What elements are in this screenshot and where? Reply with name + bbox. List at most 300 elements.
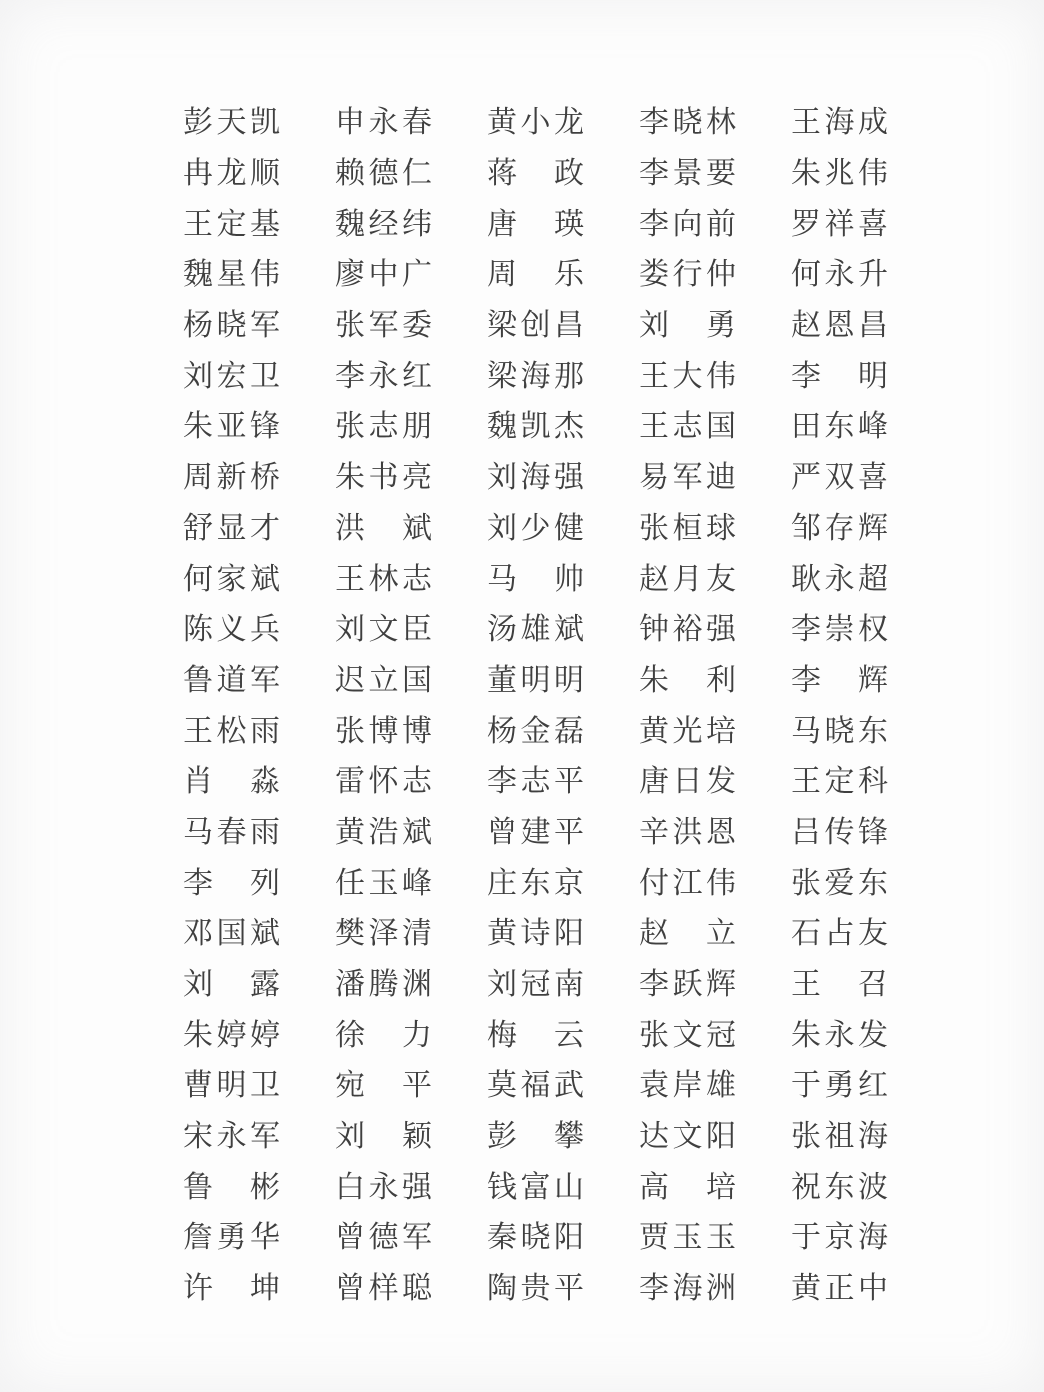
name-character: 张	[335, 308, 365, 344]
name-character: 江	[672, 865, 703, 901]
name-character: 存	[824, 510, 855, 546]
name-character: 曾	[335, 1220, 365, 1256]
name-cell	[791, 764, 888, 800]
name-cell	[335, 308, 432, 344]
name-cell	[183, 814, 280, 850]
names-grid	[183, 98, 888, 1315]
name-cell	[487, 156, 584, 192]
name-character: 马	[487, 561, 517, 597]
name-character: 超	[858, 561, 888, 597]
name-character: 创	[520, 308, 551, 344]
name-cell	[487, 358, 584, 394]
name-character: 肖	[183, 764, 213, 800]
name-character: 样	[368, 1271, 399, 1307]
name-character: 蒋	[487, 156, 517, 192]
name-character: 红	[402, 358, 432, 394]
name-character: 露	[250, 967, 280, 1003]
name-character: 许	[183, 1271, 213, 1307]
name-character: 庄	[487, 865, 517, 901]
name-character: 赵	[791, 308, 821, 344]
name-character: 朱	[335, 460, 365, 496]
name-character: 张	[791, 1119, 821, 1155]
name-character: 占	[824, 916, 855, 952]
name-character: 冠	[520, 967, 551, 1003]
name-character: 宋	[183, 1119, 213, 1155]
name-cell	[639, 1169, 736, 1205]
name-character: 李	[639, 156, 669, 192]
name-cell	[183, 1169, 280, 1205]
name-character: 晓	[216, 308, 247, 344]
name-character: 周	[183, 460, 213, 496]
name-character: 廖	[335, 257, 365, 293]
name-cell	[487, 510, 584, 546]
name-cell	[335, 1169, 432, 1205]
name-character: 鲁	[183, 662, 213, 698]
name-character: 军	[250, 1119, 280, 1155]
name-cell	[335, 612, 432, 648]
name-cell	[335, 814, 432, 850]
name-character: 严	[791, 460, 821, 496]
name-cell	[183, 561, 280, 597]
name-character: 爱	[824, 865, 855, 901]
name-character: 张	[335, 409, 365, 445]
name-character: 宏	[216, 358, 247, 394]
name-cell	[183, 308, 280, 344]
name-character: 杨	[183, 308, 213, 344]
name-cell	[487, 612, 584, 648]
name-character: 李	[639, 1271, 669, 1307]
name-character: 李	[791, 612, 821, 648]
name-character: 祖	[824, 1119, 855, 1155]
name-character: 吕	[791, 814, 821, 850]
name-character: 向	[672, 206, 703, 242]
name-character: 基	[250, 206, 280, 242]
name-character: 汤	[487, 612, 517, 648]
name-character: 林	[706, 105, 736, 141]
name-character: 松	[216, 713, 247, 749]
name-cell	[791, 612, 888, 648]
name-cell	[791, 1271, 888, 1307]
name-cell	[639, 662, 736, 698]
name-cell	[183, 1068, 280, 1104]
name-cell	[639, 156, 736, 192]
name-character: 马	[791, 713, 821, 749]
name-character: 冠	[706, 1017, 736, 1053]
name-character: 那	[554, 358, 584, 394]
name-character: 伟	[858, 156, 888, 192]
name-character: 洪	[335, 510, 365, 546]
name-character: 舒	[183, 510, 213, 546]
name-cell	[487, 865, 584, 901]
name-character: 邓	[183, 916, 213, 952]
name-character: 黄	[791, 1271, 821, 1307]
name-cell	[639, 1017, 736, 1053]
name-cell	[791, 814, 888, 850]
name-character: 健	[554, 510, 584, 546]
name-character: 明	[554, 662, 584, 698]
name-cell	[335, 257, 432, 293]
name-character: 斌	[250, 916, 280, 952]
name-character: 朱	[791, 156, 821, 192]
name-character: 王	[183, 206, 213, 242]
name-cell	[335, 561, 432, 597]
name-cell	[487, 105, 584, 141]
name-character: 黄	[335, 814, 365, 850]
name-character: 李	[639, 206, 669, 242]
name-character: 达	[639, 1119, 669, 1155]
name-character: 彭	[487, 1119, 517, 1155]
name-character: 彬	[250, 1169, 280, 1205]
name-character: 雄	[520, 612, 551, 648]
name-character: 德	[368, 1220, 399, 1256]
name-character: 坤	[250, 1271, 280, 1307]
name-character: 伟	[706, 358, 736, 394]
name-character: 白	[335, 1169, 365, 1205]
name-character: 袁	[639, 1068, 669, 1104]
name-character: 成	[858, 105, 888, 141]
name-character: 耿	[791, 561, 821, 597]
name-character: 魏	[183, 257, 213, 293]
name-character: 斌	[554, 612, 584, 648]
name-cell	[639, 1068, 736, 1104]
name-character: 发	[858, 1017, 888, 1053]
name-character: 裕	[672, 612, 703, 648]
name-character: 才	[250, 510, 280, 546]
name-character: 聪	[402, 1271, 432, 1307]
name-cell	[183, 1220, 280, 1256]
name-character: 董	[487, 662, 517, 698]
name-character: 建	[520, 814, 551, 850]
name-cell	[335, 1017, 432, 1053]
name-character: 渊	[402, 967, 432, 1003]
name-character: 玉	[706, 1220, 736, 1256]
name-character: 宛	[335, 1068, 365, 1104]
name-cell	[335, 1271, 432, 1307]
name-character: 立	[368, 662, 399, 698]
name-character: 李	[335, 358, 365, 394]
name-character: 小	[520, 105, 551, 141]
name-cell	[487, 1017, 584, 1053]
name-cell	[335, 156, 432, 192]
name-character: 黄	[639, 713, 669, 749]
name-character: 委	[402, 308, 432, 344]
name-character: 明	[858, 358, 888, 394]
name-character: 光	[672, 713, 703, 749]
name-cell	[791, 561, 888, 597]
name-character: 石	[791, 916, 821, 952]
name-character: 定	[824, 764, 855, 800]
name-character: 列	[250, 865, 280, 901]
name-character: 永	[824, 257, 855, 293]
name-character: 伟	[250, 257, 280, 293]
name-character: 瑛	[554, 206, 584, 242]
name-cell	[335, 460, 432, 496]
name-character: 刘	[335, 612, 365, 648]
name-character: 志	[402, 561, 432, 597]
name-cell	[335, 409, 432, 445]
name-character: 凯	[520, 409, 551, 445]
name-character: 博	[402, 713, 432, 749]
name-character: 曾	[487, 814, 517, 850]
name-cell	[791, 156, 888, 192]
name-character: 强	[706, 612, 736, 648]
name-character: 永	[824, 561, 855, 597]
name-cell	[183, 510, 280, 546]
name-cell	[183, 358, 280, 394]
name-character: 平	[402, 1068, 432, 1104]
name-character: 峰	[402, 865, 432, 901]
name-cell	[487, 308, 584, 344]
name-character: 桥	[250, 460, 280, 496]
name-character: 文	[368, 612, 399, 648]
name-character: 军	[368, 308, 399, 344]
name-cell	[487, 257, 584, 293]
name-character: 卫	[250, 358, 280, 394]
name-character: 波	[858, 1169, 888, 1205]
name-cell	[639, 865, 736, 901]
name-character: 东	[520, 865, 551, 901]
name-character: 玉	[368, 865, 399, 901]
name-character: 京	[554, 865, 584, 901]
name-cell	[487, 916, 584, 952]
name-cell	[791, 1169, 888, 1205]
name-character: 申	[335, 105, 365, 141]
name-character: 王	[791, 105, 821, 141]
name-character: 德	[368, 156, 399, 192]
name-character: 云	[554, 1017, 584, 1053]
name-character: 东	[858, 713, 888, 749]
name-character: 红	[858, 1068, 888, 1104]
name-character: 兵	[250, 612, 280, 648]
name-cell	[487, 764, 584, 800]
name-character: 祥	[824, 206, 855, 242]
name-character: 景	[672, 156, 703, 192]
name-character: 亮	[402, 460, 432, 496]
name-character: 培	[706, 713, 736, 749]
name-character: 晓	[824, 713, 855, 749]
name-character: 永	[368, 105, 399, 141]
name-cell	[335, 1119, 432, 1155]
name-character: 军	[672, 460, 703, 496]
name-character: 朱	[183, 1017, 213, 1053]
name-character: 朋	[402, 409, 432, 445]
name-cell	[791, 308, 888, 344]
name-cell	[487, 713, 584, 749]
name-cell	[183, 865, 280, 901]
name-character: 前	[706, 206, 736, 242]
name-character: 亚	[216, 409, 247, 445]
name-character: 赵	[639, 916, 669, 952]
name-cell	[335, 865, 432, 901]
name-character: 易	[639, 460, 669, 496]
name-cell	[487, 460, 584, 496]
name-character: 秦	[487, 1220, 517, 1256]
name-character: 刘	[183, 967, 213, 1003]
name-character: 传	[824, 814, 855, 850]
name-character: 利	[706, 662, 736, 698]
name-character: 王	[639, 409, 669, 445]
name-cell	[791, 1119, 888, 1155]
name-character: 少	[520, 510, 551, 546]
name-character: 新	[216, 460, 247, 496]
name-character: 徐	[335, 1017, 365, 1053]
name-character: 春	[216, 814, 247, 850]
name-character: 强	[554, 460, 584, 496]
name-cell	[183, 662, 280, 698]
name-character: 东	[858, 865, 888, 901]
name-character: 曾	[335, 1271, 365, 1307]
name-character: 晓	[520, 1220, 551, 1256]
name-character: 兆	[824, 156, 855, 192]
name-character: 正	[824, 1271, 855, 1307]
name-character: 斌	[402, 510, 432, 546]
name-character: 娄	[639, 257, 669, 293]
name-character: 梁	[487, 308, 517, 344]
name-character: 朱	[183, 409, 213, 445]
name-character: 发	[706, 764, 736, 800]
name-cell	[183, 1017, 280, 1053]
name-character: 张	[639, 1017, 669, 1053]
name-character: 李	[639, 105, 669, 141]
name-cell	[183, 206, 280, 242]
name-character: 金	[520, 713, 551, 749]
name-character: 雷	[335, 764, 365, 800]
name-character: 武	[554, 1068, 584, 1104]
name-cell	[639, 358, 736, 394]
name-cell	[183, 612, 280, 648]
name-character: 国	[706, 409, 736, 445]
name-character: 锋	[250, 409, 280, 445]
name-character: 李	[791, 662, 821, 698]
name-character: 勇	[216, 1220, 247, 1256]
name-cell	[487, 561, 584, 597]
name-character: 雨	[250, 814, 280, 850]
name-cell	[639, 1220, 736, 1256]
name-cell	[791, 713, 888, 749]
name-character: 于	[791, 1220, 821, 1256]
name-character: 王	[639, 358, 669, 394]
name-character: 詹	[183, 1220, 213, 1256]
name-cell	[335, 358, 432, 394]
name-character: 李	[183, 865, 213, 901]
name-cell	[335, 916, 432, 952]
name-character: 月	[672, 561, 703, 597]
name-character: 道	[216, 662, 247, 698]
name-character: 友	[858, 916, 888, 952]
name-character: 张	[335, 713, 365, 749]
name-character: 刘	[487, 510, 517, 546]
name-cell	[335, 105, 432, 141]
name-character: 星	[216, 257, 247, 293]
name-character: 海	[858, 1220, 888, 1256]
name-character: 魏	[335, 206, 365, 242]
name-character: 杰	[554, 409, 584, 445]
name-character: 斌	[402, 814, 432, 850]
name-character: 要	[706, 156, 736, 192]
name-cell	[487, 409, 584, 445]
name-character: 高	[639, 1169, 669, 1205]
name-character: 陶	[487, 1271, 517, 1307]
name-character: 军	[250, 662, 280, 698]
name-character: 贵	[520, 1271, 551, 1307]
name-character: 怀	[368, 764, 399, 800]
name-character: 昌	[858, 308, 888, 344]
name-cell	[487, 814, 584, 850]
name-character: 恩	[824, 308, 855, 344]
name-character: 纬	[402, 206, 432, 242]
name-character: 泽	[368, 916, 399, 952]
name-character: 雄	[706, 1068, 736, 1104]
name-cell	[335, 510, 432, 546]
name-character: 磊	[554, 713, 584, 749]
name-cell	[487, 1220, 584, 1256]
name-character: 魏	[487, 409, 517, 445]
name-character: 刘	[183, 358, 213, 394]
name-cell	[791, 257, 888, 293]
name-character: 顺	[250, 156, 280, 192]
name-character: 勇	[706, 308, 736, 344]
name-character: 军	[250, 308, 280, 344]
name-character: 崇	[824, 612, 855, 648]
name-cell	[183, 1271, 280, 1307]
name-character: 福	[520, 1068, 551, 1104]
name-character: 唐	[487, 206, 517, 242]
name-cell	[183, 916, 280, 952]
name-character: 洲	[706, 1271, 736, 1307]
name-character: 王	[791, 764, 821, 800]
name-character: 清	[402, 916, 432, 952]
name-character: 淼	[250, 764, 280, 800]
name-character: 张	[639, 510, 669, 546]
name-character: 梁	[487, 358, 517, 394]
name-cell	[639, 308, 736, 344]
name-character: 辉	[858, 662, 888, 698]
name-cell	[487, 1068, 584, 1104]
name-character: 浩	[368, 814, 399, 850]
name-character: 召	[858, 967, 888, 1003]
name-character: 马	[183, 814, 213, 850]
name-character: 帅	[554, 561, 584, 597]
name-character: 昌	[554, 308, 584, 344]
name-cell	[791, 460, 888, 496]
name-character: 海	[520, 358, 551, 394]
name-cell	[791, 409, 888, 445]
name-character: 黄	[487, 105, 517, 141]
name-character: 冉	[183, 156, 213, 192]
name-character: 刘	[487, 967, 517, 1003]
name-cell	[791, 662, 888, 698]
name-cell	[335, 662, 432, 698]
name-character: 樊	[335, 916, 365, 952]
name-character: 邹	[791, 510, 821, 546]
name-character: 阳	[706, 1119, 736, 1155]
name-cell	[791, 510, 888, 546]
name-character: 辉	[858, 510, 888, 546]
name-character: 王	[791, 967, 821, 1003]
name-character: 刘	[487, 460, 517, 496]
name-character: 国	[216, 916, 247, 952]
name-character: 永	[368, 358, 399, 394]
name-character: 海	[520, 460, 551, 496]
name-character: 朱	[791, 1017, 821, 1053]
name-character: 球	[706, 510, 736, 546]
name-character: 永	[368, 1169, 399, 1205]
name-character: 鲁	[183, 1169, 213, 1205]
name-character: 辛	[639, 814, 669, 850]
name-character: 钟	[639, 612, 669, 648]
name-character: 文	[672, 1017, 703, 1053]
name-character: 恩	[706, 814, 736, 850]
